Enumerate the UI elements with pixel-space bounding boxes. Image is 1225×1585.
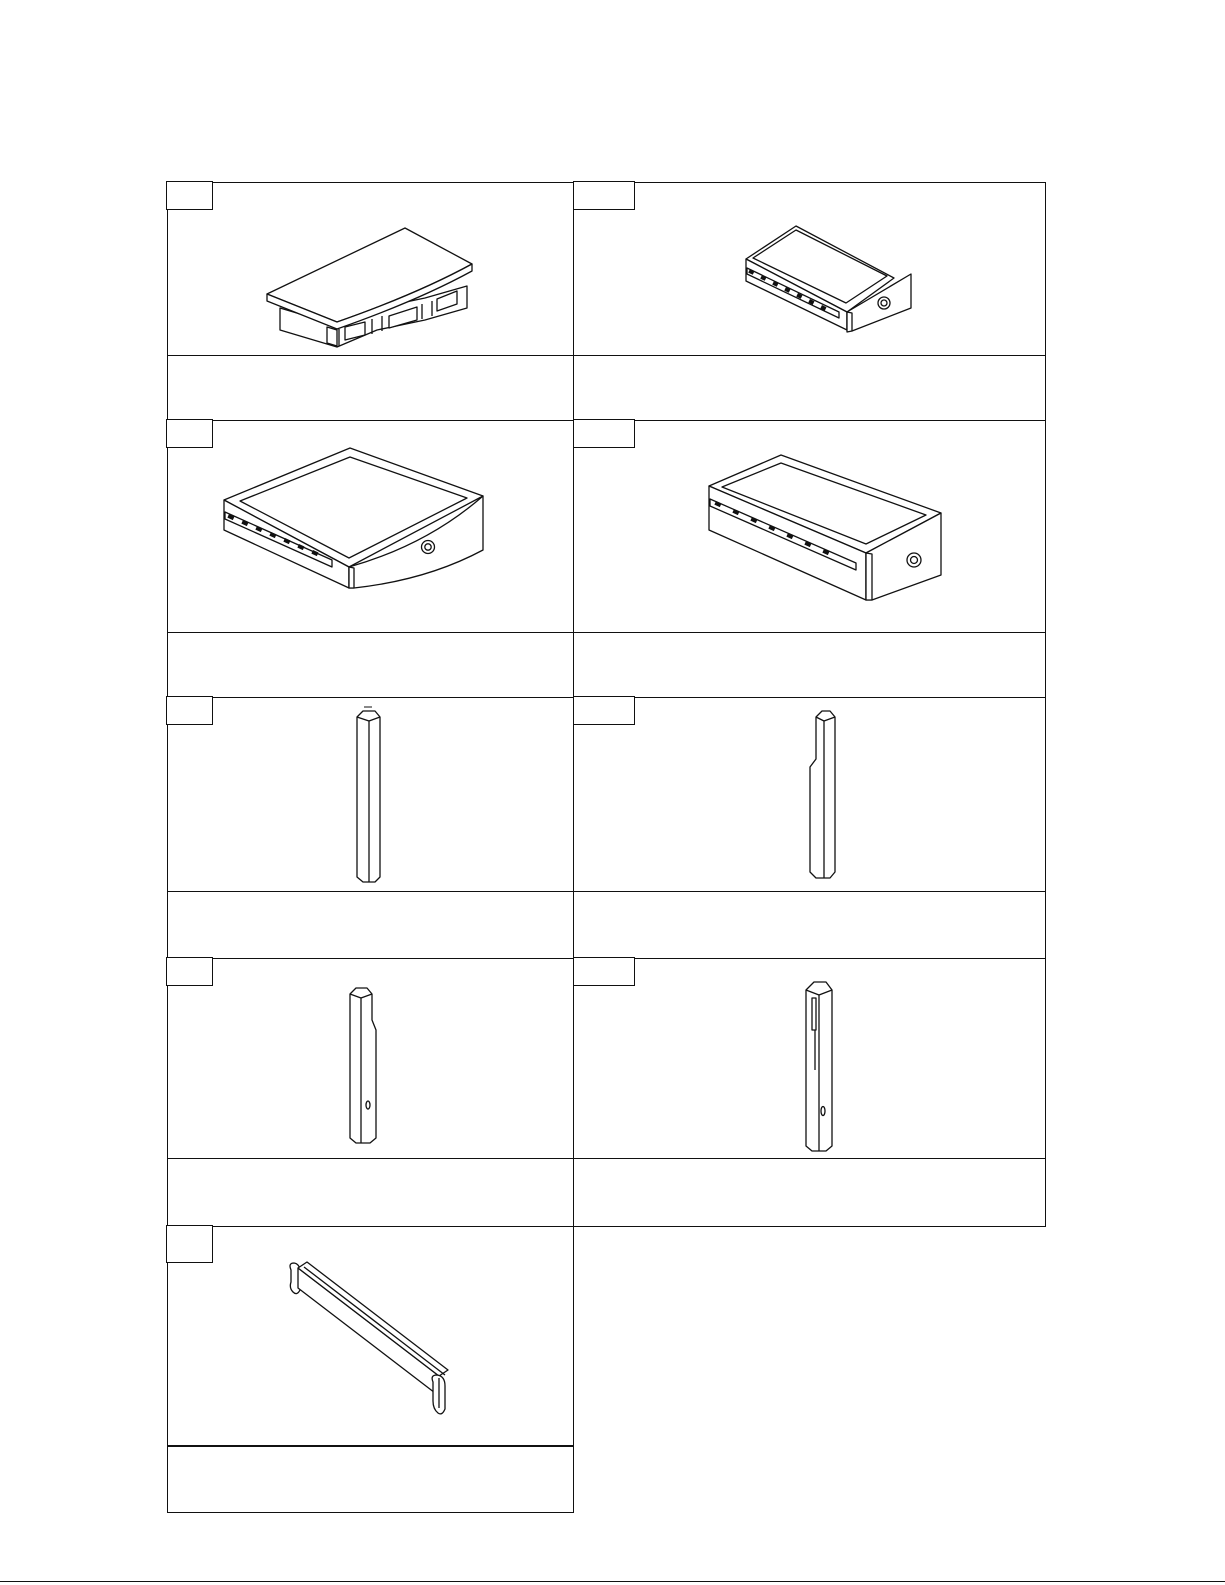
- page-bottom-rule: [0, 1581, 1225, 1582]
- part-cell: [574, 182, 1045, 420]
- part-cell: [167, 1226, 573, 1513]
- desktop-top-icon: [167, 182, 573, 355]
- stretcher-rail-icon: [167, 1226, 573, 1445]
- part-cell: [167, 697, 573, 958]
- wide-drawer-icon: [167, 420, 573, 632]
- straight-leg-icon: [167, 697, 573, 891]
- small-drawer-icon: [574, 182, 1045, 355]
- notched-leg-with-slot-icon: [167, 958, 573, 1158]
- deep-drawer-icon: [574, 420, 1045, 632]
- part-cell: [574, 958, 1045, 1226]
- part-cell: [167, 958, 573, 1226]
- part-cell: [167, 182, 573, 420]
- part-cell: [574, 697, 1045, 958]
- part-cell: [574, 420, 1045, 697]
- grooved-leg-with-slot-icon: [574, 958, 1045, 1158]
- part-cell: [167, 420, 573, 697]
- notched-leg-icon: [574, 697, 1045, 891]
